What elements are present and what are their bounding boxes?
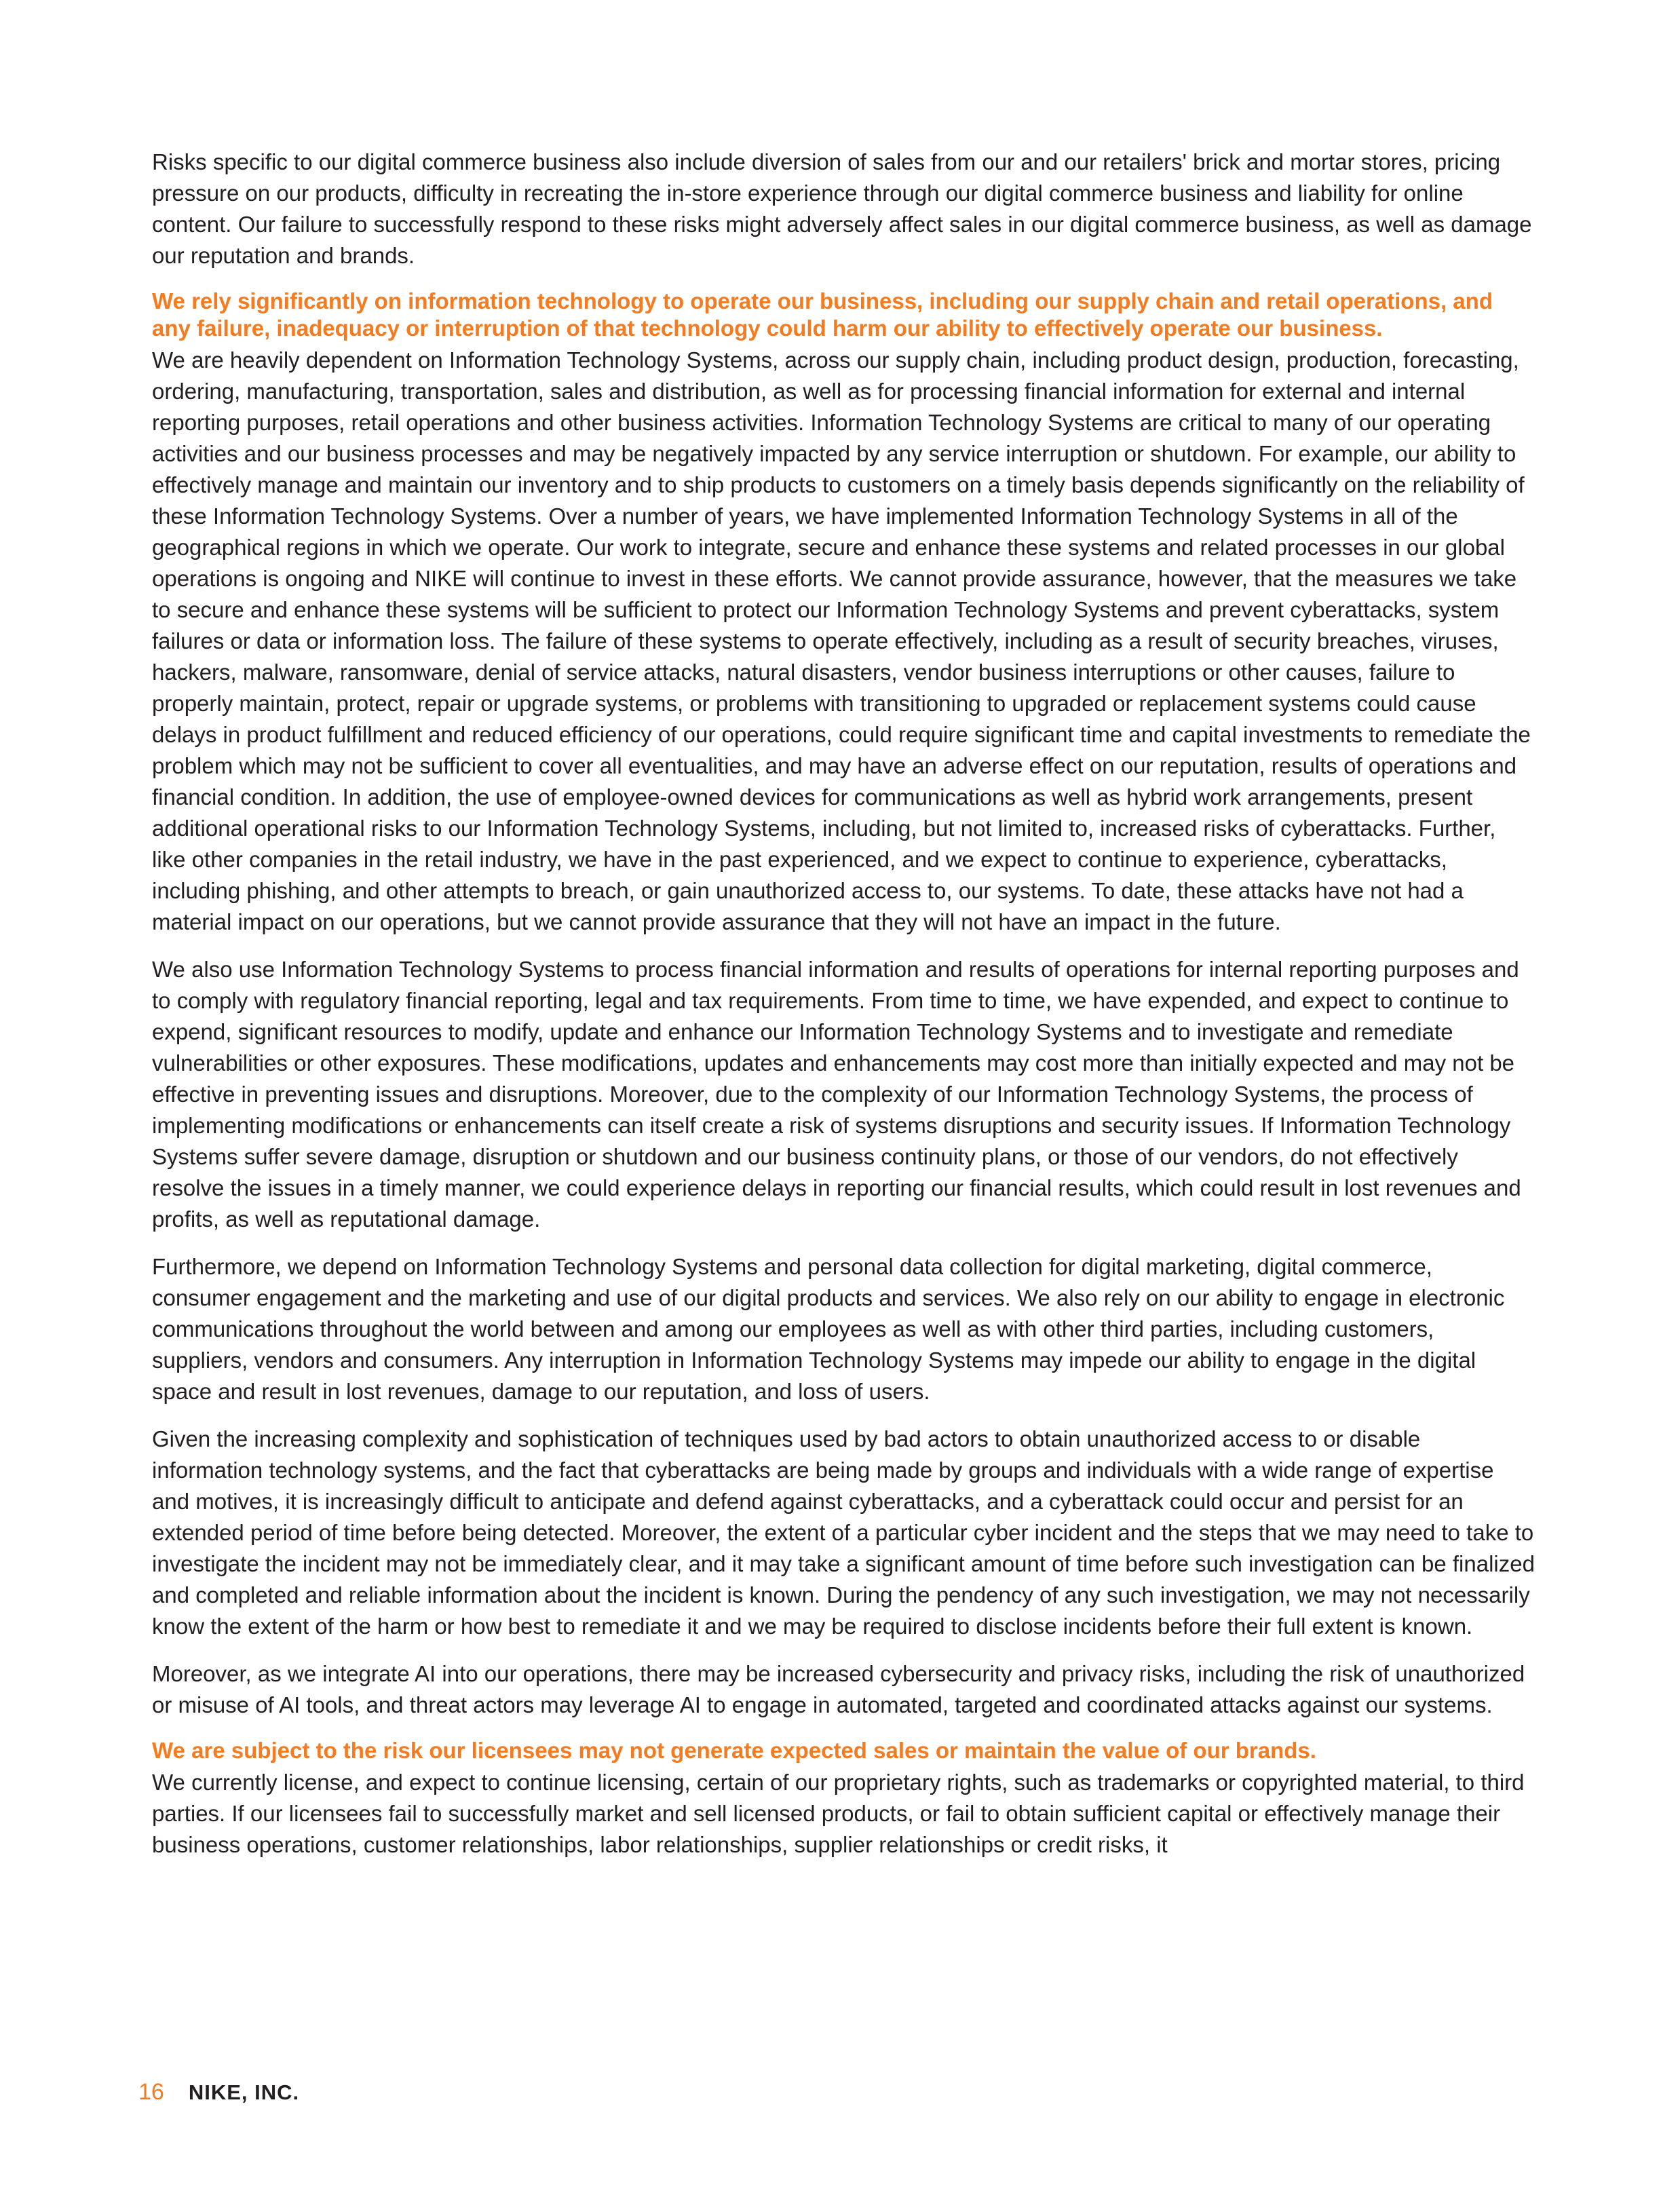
paragraph-ai-risks: Moreover, as we integrate AI into our operations, there may be increased cybersecurity and privacy risks, including the risk of unauthorized or misuse of AI tools, and threat actors may leverage AI to engage in automated, targeted and coordinated attacks against our systems. (152, 1661, 1525, 1717)
section-heading-licensees: We are subject to the risk our licensees may not generate expected sales or maintain the value of our brands. (152, 1738, 1316, 1763)
paragraph-cyberattack-complexity: Given the increasing complexity and sophistication of techniques used by bad actors to obtain unauthorized access to or disable information technology systems, and the fact that cyberattacks are being made by groups and individuals with a wide range of expertise and motives, it is increasingly difficult to anticipate and defend against cyberattacks, and a cyberattack could occur and persist for an extended period of time before being detected. Moreover, the extent of a particular cyber incident and the steps that we may need to take to investigate the incident may not be immediately clear, and it may take a significant amount of time before such investigation can be finalized and completed and reliable information about the incident is known. During the pendency of any such investigation, we may not necessarily know the extent of the harm or how best to remediate it and we may be required to disclose incidents before their full extent is known. (152, 1426, 1535, 1639)
paragraph-it-dependence: We are heavily dependent on Information Technology Systems, across our supply chain, including product design, production, forecasting, ordering, manufacturing, transportation, sales and distribution, as well as for processing financial information for external and internal reporting purposes, retail operations and other business activities. Information Technology Systems are critical to many of our operating activities and our business processes and may be negatively impacted by any service interruption or shutdown. For example, our ability to effectively manage and maintain our inventory and to ship products to customers on a timely basis depends significantly on the reliability of these Information Technology Systems. Over a number of years, we have implemented Information Technology Systems in all of the geographical regions in which we operate. Our work to integrate, secure and enhance these systems and related processes in our global operations is ongoing and NIKE will continue to invest in these efforts. We cannot provide assurance, however, that the measures we take to secure and enhance these systems will be sufficient to protect our Information Technology Systems and prevent cyberattacks, system failures or data or information loss. The failure of these systems to operate effectively, including as a result of security breaches, viruses, hackers, malware, ransomware, denial of service attacks, natural disasters, vendor business interruptions or other causes, failure to properly maintain, protect, repair or upgrade systems, or problems with transitioning to upgraded or replacement systems could cause delays in product fulfillment and reduced efficiency of our operations, could require significant time and capital investments to remediate the problem which may not be sufficient to cover all eventualities, and may have an adverse effect on our reputation, results of operations and financial condition. In addition, the use of employee-owned devices for communications as well as hybrid work arrangements, present additional operational risks to our Information Technology Systems, including, but not limited to, increased risks of cyberattacks. Further, like other companies in the retail industry, we have in the past experienced, and we expect to continue to experience, cyberattacks, including phishing, and other attempts to breach, or gain unauthorized access to, our systems. To date, these attacks have not had a material impact on our operations, but we cannot provide assurance that they will not have an impact in the future. (152, 347, 1531, 934)
document-body (152, 147, 1535, 1877)
company-name: NIKE, INC. (188, 2080, 300, 2104)
page-footer (138, 2079, 299, 2106)
paragraph-financial-reporting-systems: We also use Information Technology Systems to process financial information and results of operations for internal reporting purposes and to comply with regulatory financial reporting, legal and tax requirements. From time to time, we have expended, and expect to continue to expend, significant resources to modify, update and enhance our Information Technology Systems and to investigate and remediate vulnerabilities or other exposures. These modifications, updates and enhancements may cost more than initially expected and may not be effective in preventing issues and disruptions. Moreover, due to the complexity of our Information Technology Systems, the process of implementing modifications or enhancements can itself create a risk of systems disruptions and security issues. If Information Technology Systems suffer severe damage, disruption or shutdown and our business continuity plans, or those of our vendors, do not effectively resolve the issues in a timely manner, we could experience delays in reporting our financial results, which could result in lost revenues and profits, as well as reputational damage. (152, 957, 1521, 1232)
page-number: 16 (138, 2079, 164, 2105)
paragraph-digital-marketing-dependence: Furthermore, we depend on Information Technology Systems and personal data collection for digital marketing, digital commerce, consumer engagement and the marketing and use of our digital products and services. We also rely on our ability to engage in electronic communications throughout the world between and among our employees as well as with other third parties, including customers, suppliers, vendors and consumers. Any interruption in Information Technology Systems may impede our ability to engage in the digital space and result in lost revenues, damage to our reputation, and loss of users. (152, 1254, 1505, 1404)
paragraph-licensing: We currently license, and expect to continue licensing, certain of our proprietary rights, such as trademarks or copyrighted material, to third parties. If our licensees fail to successfully market and sell licensed products, or fail to obtain sufficient capital or effectively manage their business operations, customer relationships, labor relationships, supplier relationships or credit risks, it (152, 1770, 1525, 1857)
paragraph-digital-commerce-risks: Risks specific to our digital commerce business also include diversion of sales from our and our retailers' brick and mortar stores, pricing pressure on our products, difficulty in recreating the in-store experience through our digital commerce business and liability for online content. Our failure to successfully respond to these risks might adversely affect sales in our digital commerce business, as well as damage our reputation and brands. (152, 149, 1532, 268)
section-heading-information-technology: We rely significantly on information technology to operate our business, including our supply chain and retail operations, and any failure, inadequacy or interruption of that technology could harm our ability to effectively operate our business. (152, 288, 1493, 341)
